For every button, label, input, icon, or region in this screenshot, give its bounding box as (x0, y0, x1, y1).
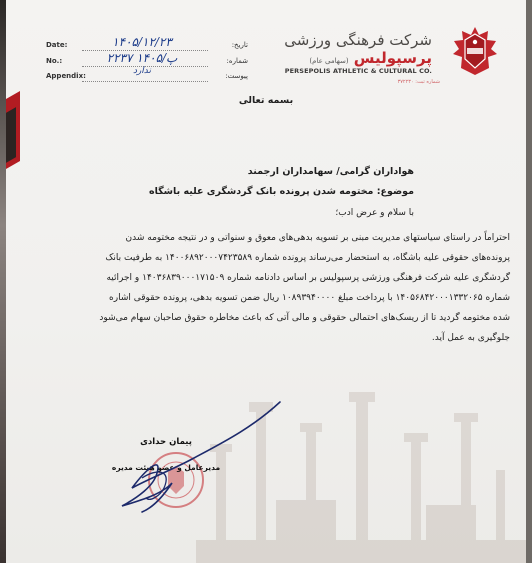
company-name-fa: شرکت فرهنگی ورزشی (284, 31, 432, 49)
basmala-heading: بسمه تعالی (238, 95, 294, 106)
handwritten-signature (102, 398, 292, 513)
body-line-6: جلوگیری به عمل آید. (431, 333, 510, 343)
brand-name-fa: پرسپولیس (سهامی عام) (309, 49, 432, 67)
signer-name: پیمان حدادی (140, 437, 192, 447)
persepolis-logo (452, 26, 498, 76)
body-line-4: شماره ۱۴۰۵۶۸۴۲۰۰۰۱۳۳۲۰۶۵ با پرداخت مبلغ ۱۰۸۹۳۹۴۰۰۰۰ ریال ضمن تسویه بدهی، پرونده حقوقی اشاره (109, 293, 510, 303)
letter-sheet: شرکت فرهنگی ورزشی پرسپولیس (سهامی عام) PERSEPOLIS ATHLETIC & CULTURAL CO. شماره ثبت: ۳۷۲۲۳۰ Date: ۱۴۰۵/۱۲/۲۳ تاریخ: No.: ۲۲۳۷ پ/۱۴۰۵ شماره: Appendix: ندارد پیوست: بسمه تعالی هواداران گرامی/ سهامداران ارجمند موضوع: مختومه شدن پرونده بانک گردشگری علیه باشگاه با سلام و عرض ادب؛ احتراماً در راستای سیاستهای مدیریت مبنی بر تسویه بدهی‌های معوق و سنواتی و در نتیجه مختومه شدن پرونده‌های حقوقی علیه باشگاه، به استحضار می‌رساند پرونده شماره ۱۴۰۰۶۸۹۲۰۰۰۷۴۲۳۵۸۹ به طرفیت بانک گردشگری علیه شرکت فرهنگی ورزشی پرسپولیس بر اساس دادنامه شماره ۱۴۰۳۶۸۳۹۰۰۰۱۷۱۵۰۹ و اجرائیه شماره ۱۴۰۵۶۸۴۲۰۰۰۱۳۳۲۰۶۵ با پرداخت مبلغ ۱۰۸۹۳۹۴۰۰۰۰ ریال ضمن تسویه بدهی، پرونده حقوقی اشاره شده مختومه گردید تا از ریسک‌های احتمالی حقوقی و مالی آتی که باعث مخاطره حقوق صاحبان سهام می‌شود جلوگیری به عمل آید. پیمان حدادی مدیرعامل و عضو هیئت مدیره (6, 0, 526, 563)
body-line-2: پرونده‌های حقوقی علیه باشگاه، به استحضار می‌رساند پرونده شماره ۱۴۰۰۶۸۹۲۰۰۰۷۴۲۳۵۸۹ به طرفیت بانک (105, 253, 510, 263)
company-name-en: PERSEPOLIS ATHLETIC & CULTURAL CO. (284, 67, 432, 75)
subject-line: موضوع: مختومه شدن پرونده بانک گردشگری علیه باشگاه (148, 186, 414, 197)
decorative-ribbon-dark (6, 107, 16, 163)
body-line-5: شده مختومه گردید تا از ریسک‌های احتمالی حقوقی و مالی آتی که باعث مخاطره حقوق صاحبان سهام می‌شود (99, 313, 510, 323)
salutation-line: با سلام و عرض ادب؛ (335, 208, 414, 218)
signer-title: مدیرعامل و عضو هیئت مدیره (111, 463, 221, 472)
body-line-1: احتراماً در راستای سیاستهای مدیریت مبنی بر تسویه بدهی‌های معوق و سنواتی و در نتیجه مختومه شدن (125, 233, 510, 243)
body-line-3: گردشگری علیه شرکت فرهنگی ورزشی پرسپولیس بر اساس دادنامه شماره ۱۴۰۳۶۸۳۹۰۰۰۱۷۱۵۰۹ و اجرائیه (106, 273, 510, 283)
registration-line: شماره ثبت: ۳۷۲۲۳۰ (397, 79, 440, 85)
date-value: ۱۴۰۵/۱۲/۲۳ (112, 35, 172, 49)
number-value: ۲۲۳۷ پ/۱۴۰۵ (106, 51, 178, 65)
appendix-value: ندارد (132, 66, 152, 76)
greeting-line: هواداران گرامی/ سهامداران ارجمند (247, 166, 414, 177)
page-left-shadow (0, 0, 6, 563)
